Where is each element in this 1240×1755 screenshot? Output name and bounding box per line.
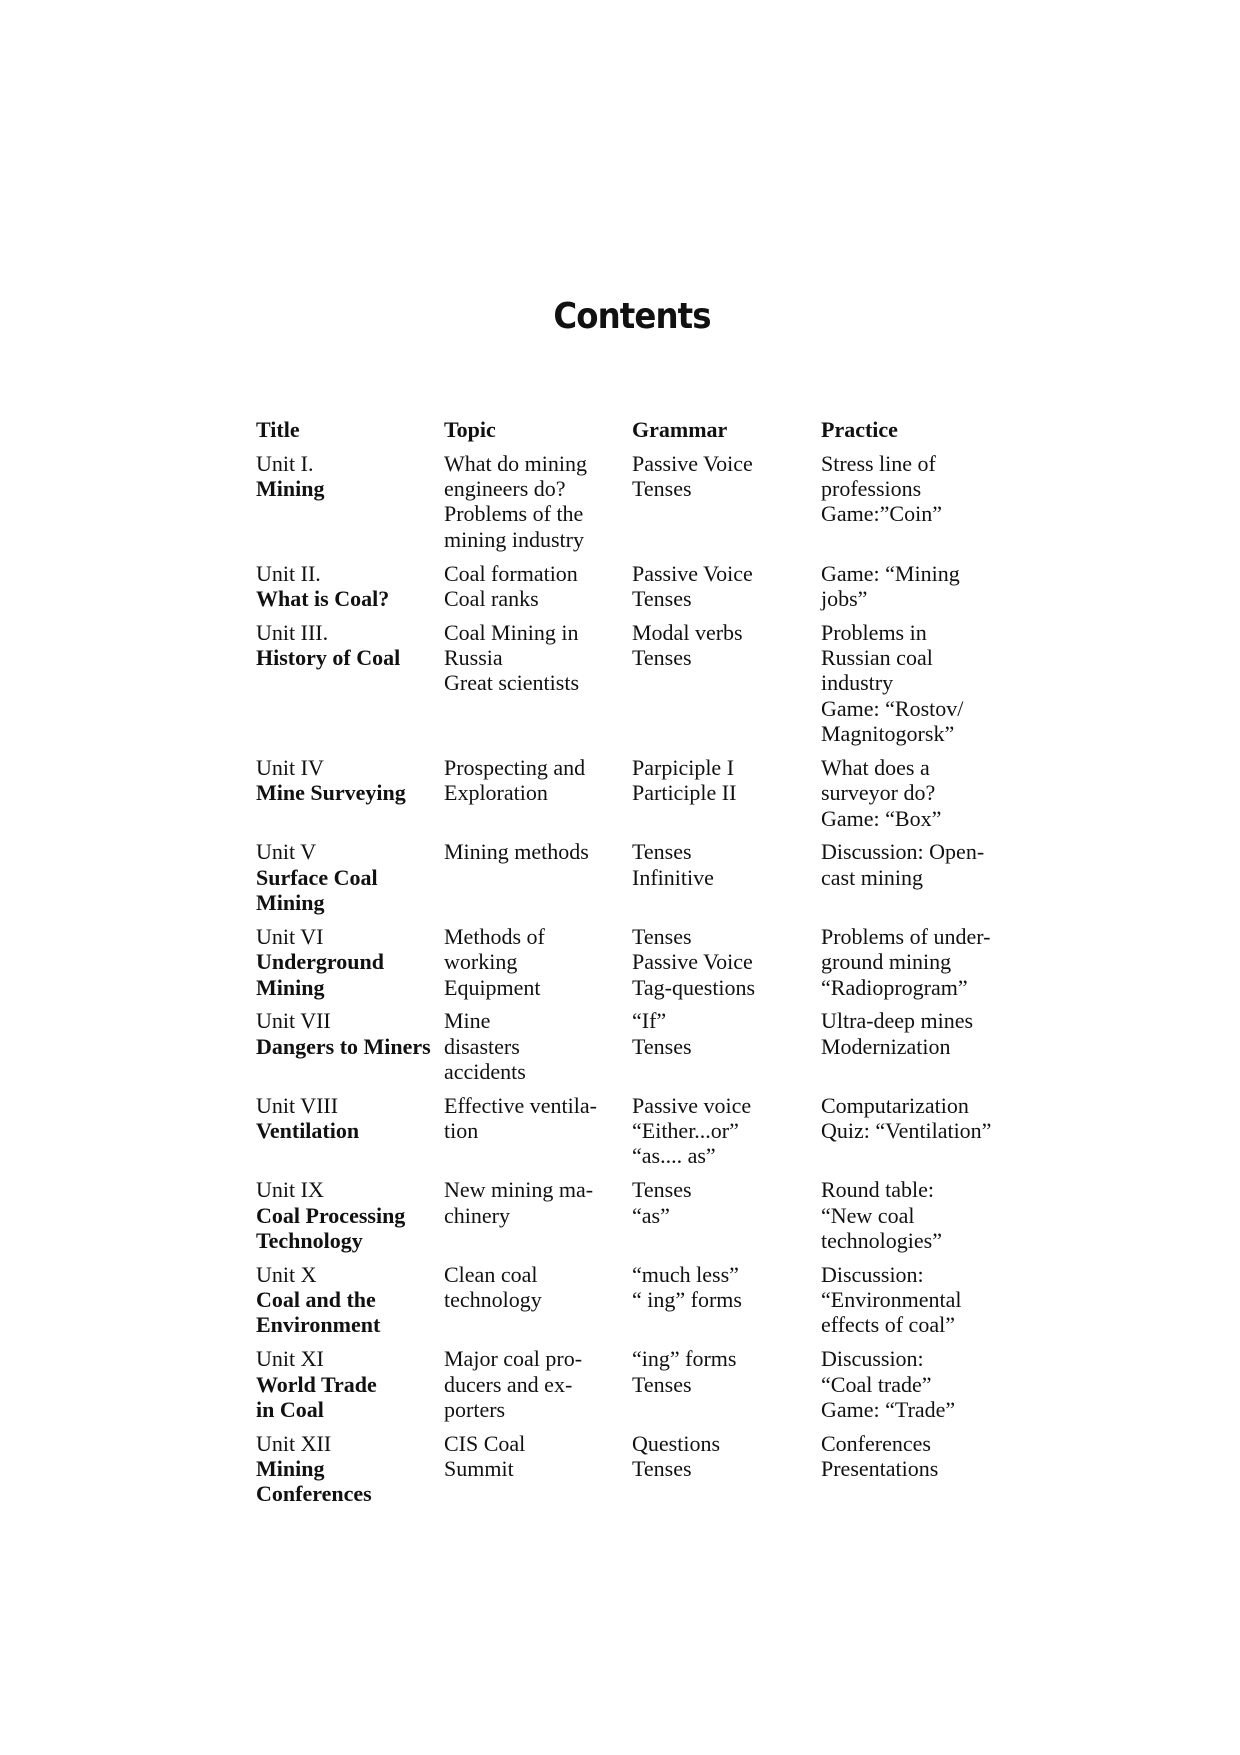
grammar-line: “as.... as”: [632, 1143, 716, 1169]
table-row: [256, 1431, 1016, 1507]
grammar-line: Tenses: [632, 1371, 692, 1397]
practice-cell: [821, 839, 1021, 915]
grammar-line: Tenses: [632, 585, 692, 611]
topic-cell: [444, 755, 632, 831]
title-cell: [256, 924, 444, 1000]
table-row: [256, 561, 1016, 612]
topic-line: Exploration: [444, 780, 548, 806]
grammar-line: Passive Voice: [632, 450, 753, 476]
unit-number: Unit IV: [256, 754, 324, 780]
practice-line: jobs”: [821, 585, 868, 611]
unit-name: Coal and the: [256, 1287, 376, 1313]
header-topic: Topic: [444, 417, 496, 442]
title-cell: [256, 451, 444, 552]
topic-cell: [444, 1008, 632, 1084]
practice-line: surveyor do?: [821, 780, 936, 806]
topic-line: engineers do?: [444, 476, 566, 502]
topic-line: Prospecting and: [444, 754, 586, 780]
table-row: [256, 839, 1016, 915]
unit-name: Mining: [256, 1456, 325, 1482]
topic-line: working: [444, 949, 518, 975]
practice-cell: [821, 755, 1021, 831]
topic-cell: [444, 1346, 632, 1422]
table-row: [256, 1346, 1016, 1422]
practice-line: Computarization: [821, 1092, 969, 1118]
practice-line: “New coal: [821, 1202, 915, 1228]
practice-line: Round table:: [821, 1177, 935, 1203]
unit-name: in Coal: [256, 1396, 324, 1422]
title-cell: [256, 1008, 444, 1084]
title-cell: [256, 1177, 444, 1253]
unit-number: Unit V: [256, 839, 317, 865]
practice-cell: [821, 924, 1021, 1000]
practice-line: What does a: [821, 754, 930, 780]
unit-number: Unit VI: [256, 923, 324, 949]
practice-line: Ultra-deep mines: [821, 1008, 974, 1034]
table-body: [256, 451, 1016, 1507]
topic-line: Great scientists: [444, 670, 580, 696]
practice-line: Quiz: “Ventilation”: [821, 1118, 992, 1144]
topic-cell: [444, 1177, 632, 1253]
topic-line: accidents: [444, 1058, 526, 1084]
practice-line: “Radioprogram”: [821, 974, 968, 1000]
grammar-line: Tenses: [632, 1033, 692, 1059]
topic-cell: [444, 620, 632, 746]
practice-line: Game: “Mining: [821, 560, 960, 586]
unit-name: World Trade: [256, 1371, 377, 1397]
grammar-line: Tenses: [632, 839, 692, 865]
grammar-line: Passive Voice: [632, 949, 753, 975]
unit-number: Unit VIII: [256, 1092, 339, 1118]
grammar-cell: [632, 839, 821, 915]
practice-line: effects of coal”: [821, 1312, 955, 1338]
title-cell: [256, 1346, 444, 1422]
topic-line: ducers and ex-: [444, 1371, 573, 1397]
practice-line: Magnitogorsk”: [821, 721, 955, 747]
grammar-cell: [632, 451, 821, 552]
unit-number: Unit III.: [256, 619, 329, 645]
topic-line: tion: [444, 1118, 479, 1144]
unit-name: Underground: [256, 949, 384, 975]
topic-cell: [444, 839, 632, 915]
topic-line: Coal Mining in: [444, 619, 579, 645]
grammar-line: Passive Voice: [632, 560, 753, 586]
practice-line: Discussion:: [821, 1261, 924, 1287]
table-row: [256, 620, 1016, 746]
topic-line: New mining ma-: [444, 1177, 594, 1203]
grammar-cell: [632, 561, 821, 612]
topic-line: Summit: [444, 1456, 514, 1482]
practice-line: cast mining: [821, 864, 924, 890]
topic-line: porters: [444, 1396, 506, 1422]
grammar-line: “If”: [632, 1008, 667, 1034]
unit-name: History of Coal: [256, 645, 401, 671]
topic-line: Major coal pro-: [444, 1346, 583, 1372]
grammar-cell: [632, 755, 821, 831]
header-title: Title: [256, 417, 300, 442]
topic-line: disasters: [444, 1033, 520, 1059]
unit-name: Mine Surveying: [256, 780, 406, 806]
grammar-cell: [632, 1346, 821, 1422]
title-cell: [256, 1262, 444, 1338]
unit-name: Dangers to Miners: [256, 1033, 431, 1059]
grammar-cell: [632, 1262, 821, 1338]
grammar-cell: [632, 924, 821, 1000]
grammar-cell: [632, 620, 821, 746]
practice-line: Problems in: [821, 619, 927, 645]
practice-cell: [821, 1431, 1021, 1507]
unit-number: Unit IX: [256, 1177, 324, 1203]
unit-name: Mining: [256, 890, 325, 916]
topic-line: Effective ventila-: [444, 1092, 597, 1118]
practice-cell: [821, 1093, 1021, 1169]
topic-line: Coal ranks: [444, 585, 539, 611]
practice-line: Stress line of: [821, 450, 936, 476]
practice-line: “Environmental: [821, 1287, 962, 1313]
practice-line: ground mining: [821, 949, 952, 975]
unit-name: Coal Processing: [256, 1202, 406, 1228]
table-row: [256, 1008, 1016, 1084]
grammar-line: “Either...or”: [632, 1118, 739, 1144]
grammar-line: “much less”: [632, 1261, 739, 1287]
topic-line: Problems of the: [444, 501, 584, 527]
practice-line: Game: “Trade”: [821, 1396, 956, 1422]
practice-line: Game:”Coin”: [821, 501, 942, 527]
grammar-line: Tenses: [632, 1177, 692, 1203]
table-row: [256, 451, 1016, 552]
topic-cell: [444, 1262, 632, 1338]
header-practice: Practice: [821, 417, 898, 442]
table-row: [256, 924, 1016, 1000]
grammar-line: “ing” forms: [632, 1346, 737, 1372]
topic-line: What do mining: [444, 450, 587, 476]
topic-cell: [444, 924, 632, 1000]
unit-number: Unit II.: [256, 560, 321, 586]
grammar-line: Modal verbs: [632, 619, 743, 645]
unit-number: Unit VII: [256, 1008, 331, 1034]
grammar-line: Tag-questions: [632, 974, 756, 1000]
grammar-line: Tenses: [632, 923, 692, 949]
grammar-line: Tenses: [632, 476, 692, 502]
unit-name: Ventilation: [256, 1118, 360, 1144]
unit-name: Mining: [256, 476, 325, 502]
topic-cell: [444, 451, 632, 552]
grammar-line: Participle II: [632, 780, 737, 806]
title-cell: [256, 561, 444, 612]
topic-cell: [444, 561, 632, 612]
topic-line: technology: [444, 1287, 542, 1313]
table-row: [256, 1177, 1016, 1253]
grammar-cell: [632, 1431, 821, 1507]
title-cell: [256, 620, 444, 746]
table-row: [256, 1093, 1016, 1169]
unit-name: Conferences: [256, 1481, 372, 1507]
title-cell: [256, 755, 444, 831]
practice-cell: [821, 1177, 1021, 1253]
grammar-cell: [632, 1093, 821, 1169]
unit-name: Mining: [256, 974, 325, 1000]
topic-line: Mining methods: [444, 839, 589, 865]
practice-cell: [821, 561, 1021, 612]
title-cell: [256, 839, 444, 915]
practice-line: Game: “Box”: [821, 805, 942, 831]
grammar-line: Parpiciple I: [632, 754, 735, 780]
grammar-line: Questions: [632, 1430, 720, 1456]
practice-line: Presentations: [821, 1456, 939, 1482]
practice-line: “Coal trade”: [821, 1371, 932, 1397]
practice-cell: [821, 1346, 1021, 1422]
contents-table: [256, 417, 1016, 1515]
unit-name: Surface Coal: [256, 864, 378, 890]
practice-line: Discussion:: [821, 1346, 924, 1372]
header-grammar: Grammar: [632, 417, 728, 442]
table-header: [256, 417, 1016, 442]
grammar-line: “ ing” forms: [632, 1287, 742, 1313]
practice-line: Problems of under-: [821, 923, 991, 949]
practice-cell: [821, 451, 1021, 552]
grammar-line: Passive voice: [632, 1092, 752, 1118]
unit-number: Unit XI: [256, 1346, 324, 1372]
practice-line: Russian coal: [821, 645, 933, 671]
practice-line: Discussion: Open-: [821, 839, 985, 865]
practice-cell: [821, 1262, 1021, 1338]
topic-line: Equipment: [444, 974, 541, 1000]
grammar-line: Tenses: [632, 645, 692, 671]
practice-line: Conferences: [821, 1430, 931, 1456]
table-row: [256, 755, 1016, 831]
topic-line: Methods of: [444, 923, 545, 949]
table-row: [256, 1262, 1016, 1338]
practice-cell: [821, 1008, 1021, 1084]
grammar-cell: [632, 1008, 821, 1084]
title-cell: [256, 1093, 444, 1169]
title-cell: [256, 1431, 444, 1507]
topic-line: Russia: [444, 645, 503, 671]
unit-name: Technology: [256, 1227, 363, 1253]
topic-line: mining industry: [444, 526, 584, 552]
unit-number: Unit X: [256, 1261, 317, 1287]
unit-name: Environment: [256, 1312, 381, 1338]
practice-cell: [821, 620, 1021, 746]
grammar-line: “as”: [632, 1202, 670, 1228]
grammar-cell: [632, 1177, 821, 1253]
topic-line: Mine: [444, 1008, 491, 1034]
practice-line: Modernization: [821, 1033, 951, 1059]
topic-line: CIS Coal: [444, 1430, 526, 1456]
topic-cell: [444, 1431, 632, 1507]
practice-line: Game: “Rostov/: [821, 695, 964, 721]
unit-number: Unit I.: [256, 450, 314, 476]
topic-line: chinery: [444, 1202, 510, 1228]
unit-number: Unit XII: [256, 1430, 332, 1456]
practice-line: industry: [821, 670, 894, 696]
topic-cell: [444, 1093, 632, 1169]
grammar-line: Infinitive: [632, 864, 714, 890]
topic-line: Coal formation: [444, 560, 578, 586]
page-title: Contents: [553, 296, 711, 337]
practice-line: technologies”: [821, 1227, 942, 1253]
topic-line: Clean coal: [444, 1261, 538, 1287]
unit-name: What is Coal?: [256, 585, 390, 611]
practice-line: professions: [821, 476, 922, 502]
grammar-line: Tenses: [632, 1456, 692, 1482]
